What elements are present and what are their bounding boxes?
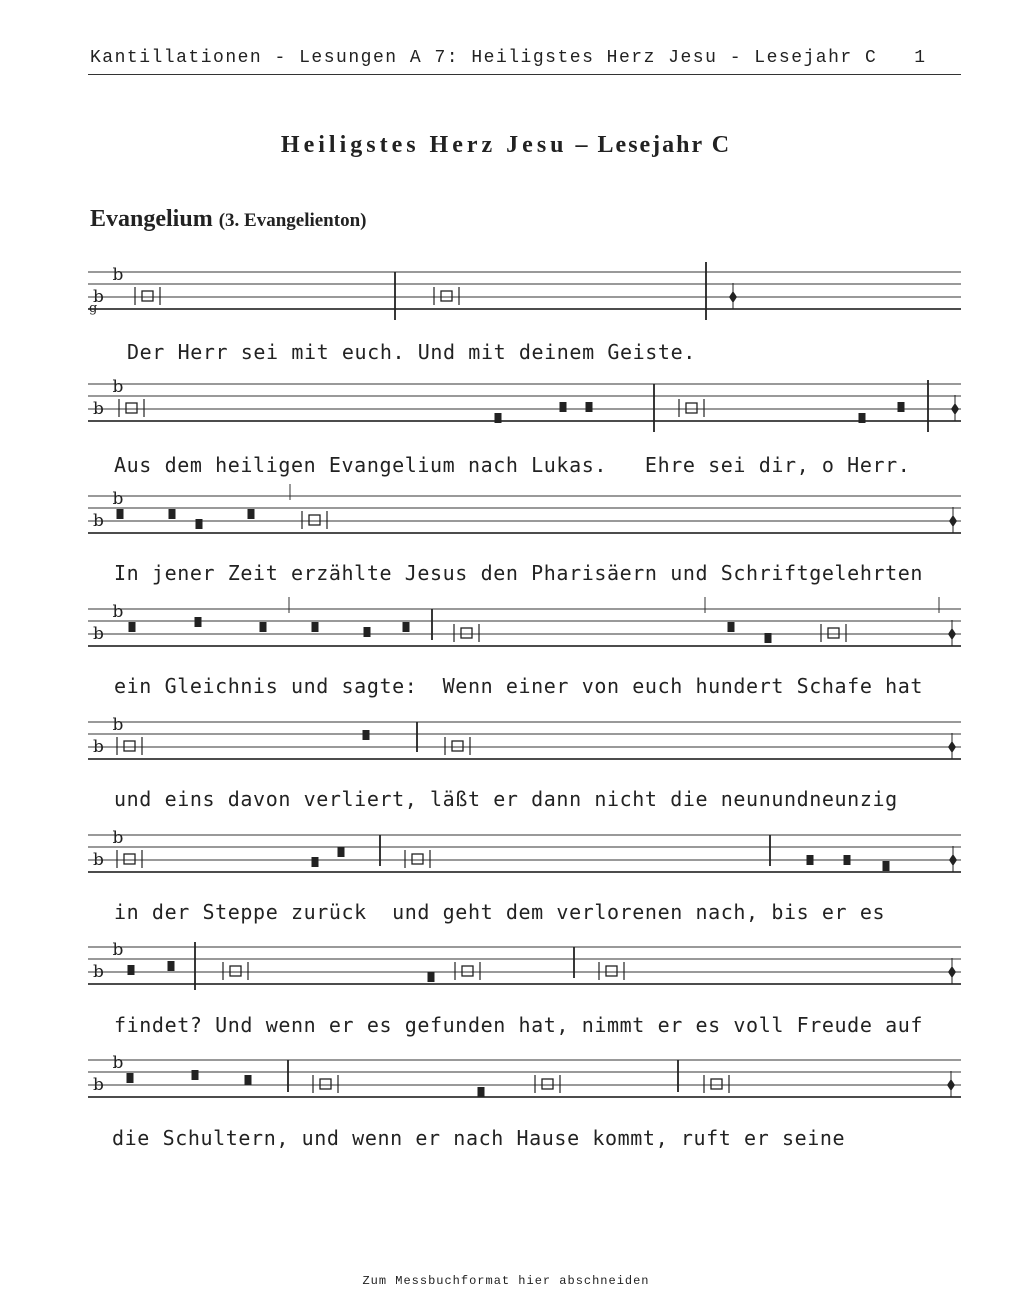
recitation-note [309, 515, 320, 525]
clef-flat: b [112, 602, 124, 622]
recitation-note [320, 1079, 331, 1089]
clef-flat: b [93, 624, 104, 644]
clef-flat: b [93, 399, 104, 419]
title-dash: – [575, 132, 590, 158]
chant-note [428, 972, 435, 982]
lyric-line: und eins davon verliert, läßt er dann nicht die neunundneunzig [114, 787, 898, 811]
final-note [948, 741, 956, 753]
chant-note [195, 617, 202, 627]
final-note [951, 403, 959, 415]
chant-note [586, 402, 593, 412]
section-title: Evangelium [90, 206, 213, 232]
title-sub: Lesejahr C [597, 132, 732, 158]
recitation-note [412, 854, 423, 864]
final-note [949, 515, 957, 527]
chant-note [898, 402, 905, 412]
chant-note [859, 413, 866, 423]
chant-note [765, 633, 772, 643]
lyric-line: In jener Zeit erzählte Jesus den Pharisäern und Schriftgelehrten [114, 561, 924, 585]
chant-note [403, 622, 410, 632]
chant-note [844, 855, 851, 865]
final-note [949, 854, 957, 866]
clef-flat: b [112, 489, 124, 509]
clef-flat: b [93, 850, 104, 870]
chant-note [364, 627, 371, 637]
title-main: Heiligstes Herz Jesu [280, 132, 568, 158]
recitation-note [686, 403, 697, 413]
clef-flat: b [93, 737, 104, 757]
recitation-note [126, 403, 137, 413]
clef-flat: b [112, 940, 124, 960]
final-note [947, 1079, 955, 1091]
recitation-note [461, 628, 472, 638]
section-subtitle: (3. Evangelienton) [218, 210, 367, 231]
clef-flat: b [112, 265, 124, 285]
chant-note [260, 622, 267, 632]
chant-note [560, 402, 567, 412]
clef-flat: b [93, 1075, 104, 1095]
recitation-note [828, 628, 839, 638]
lyric-line: Aus dem heiligen Evangelium nach Lukas. Ehre sei dir, o Herr. [114, 453, 911, 477]
chant-note [883, 861, 890, 871]
chant-note [728, 622, 735, 632]
recitation-note [462, 966, 473, 976]
chant-note [312, 622, 319, 632]
final-note [948, 966, 956, 978]
chant-note [168, 961, 175, 971]
clef-flat: b [112, 1053, 124, 1073]
clef-flat: b [93, 962, 104, 982]
clef-flat: b [112, 828, 124, 848]
chant-note [338, 847, 345, 857]
chant-note [495, 413, 502, 423]
recitation-note [124, 741, 135, 751]
chant-note [478, 1087, 485, 1097]
clef-flat: b [112, 377, 124, 397]
chant-note [127, 1073, 134, 1083]
page-number: 1 [914, 48, 927, 68]
chant-note [363, 730, 370, 740]
chant-note [312, 857, 319, 867]
recitation-note [124, 854, 135, 864]
chant-note [196, 519, 203, 529]
chant-note [117, 509, 124, 519]
recitation-note [452, 741, 463, 751]
lyric-line: die Schultern, und wenn er nach Hause kommt, ruft er seine [112, 1126, 846, 1150]
chant-note [245, 1075, 252, 1085]
recitation-note [142, 291, 153, 301]
clef-flat: b [93, 287, 104, 307]
recitation-note [441, 291, 452, 301]
clef-flat: b [93, 511, 104, 531]
clef-flat: b [112, 715, 124, 735]
chant-note [192, 1070, 199, 1080]
chant-note [248, 509, 255, 519]
final-note [948, 628, 956, 640]
recitation-note [711, 1079, 722, 1089]
recitation-note [542, 1079, 553, 1089]
chant-note [169, 509, 176, 519]
recitation-note [230, 966, 241, 976]
footer-note: Zum Messbuchformat hier abschneiden [362, 1274, 650, 1288]
header-title: Kantillationen - Lesungen A 7: Heiligstes Herz Jesu - Lesejahr C [90, 48, 878, 68]
clef-g: g [89, 301, 98, 316]
recitation-note [606, 966, 617, 976]
lyric-line: in der Steppe zurück und geht dem verlorenen nach, bis er es [114, 900, 886, 924]
lyric-line: findet? Und wenn er es gefunden hat, nimmt er es voll Freude auf [114, 1013, 924, 1037]
lyric-line: ein Gleichnis und sagte: Wenn einer von euch hundert Schafe hat [114, 674, 924, 698]
lyric-line: Der Herr sei mit euch. Und mit deinem Geiste. [127, 340, 696, 364]
final-note [729, 291, 737, 303]
chant-note [128, 965, 135, 975]
chant-note [807, 855, 814, 865]
chant-note [129, 622, 136, 632]
